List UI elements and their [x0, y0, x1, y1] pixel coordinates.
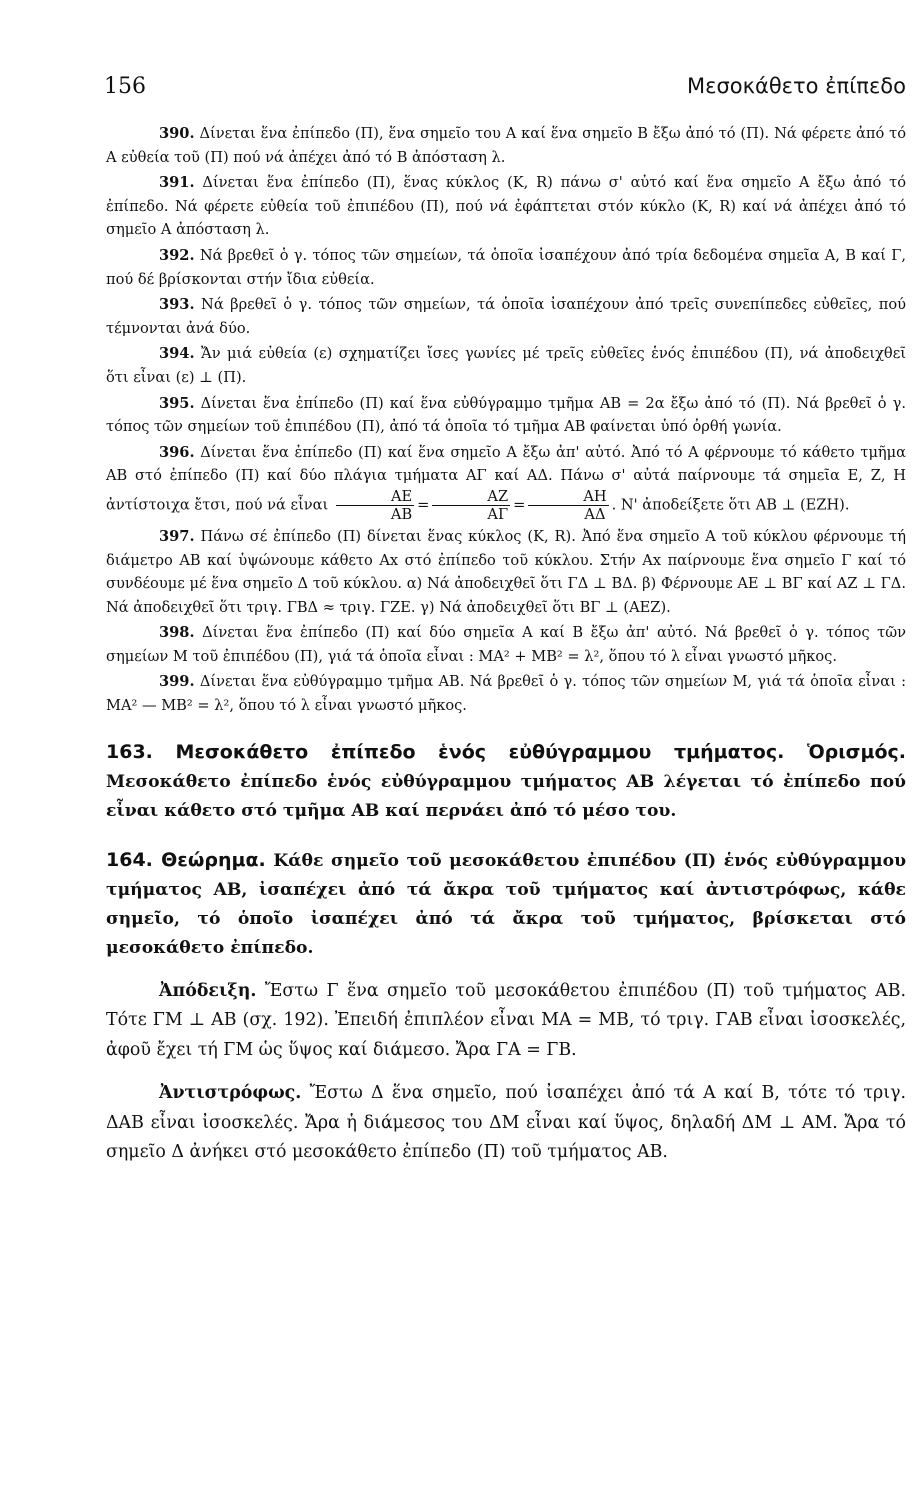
- exercise-395: 395. Δίνεται ἕνα ἐπίπεδο (Π) καί ἕνα εὐθύγραμμο τμῆμα ΑΒ = 2α ἔξω ἀπό τό (Π). Νά βρεθεῖ ὁ γ. τόπος τῶν σημείων τοῦ ἐπιπέδου (Π), ἀπό τά ὁποῖα τό τμῆμα ΑΒ φαίνεται ὑπό ὀρθή γωνία.: [106, 394, 907, 436]
- section-heading: 163. Μεσοκάθετο ἐπίπεδο ἑνός εὐθύγραμμου τμήματος. Ὁρισμός.: [106, 740, 906, 763]
- exercise-394: 394. Ἄν μιά εὐθεία (ε) σχηματίζει ἴσες γωνίες μέ τρεῖς εὐθεῖες ἑνός ἐπιπέδου (Π), νά ἀποδειχθεῖ ὅτι εἶναι (ε) ⊥ (Π).: [106, 345, 906, 386]
- running-title: Μεσοκάθετο ἐπίπεδο: [686, 74, 906, 98]
- proof-label: Ἀπόδειξη.: [159, 980, 257, 1001]
- page-number: 156: [104, 74, 146, 99]
- exercise-396: 396. Δίνεται ἕνα ἐπίπεδο (Π) καί ἕνα σημεῖο Α ἔξω ἀπ' αὐτό. Ἀπό τό Α φέρνουμε τό κάθετο τμῆμα ΑΒ στό ἐπίπεδο (Π) καί δύο πλάγια τμήματα ΑΓ καί ΑΔ. Πάνω σ' αὐτά παίρνουμε τά σημεῖα Ε, Ζ, Η ἀντίστοιχα ἔτσι, πού νά εἶναι $\frac{AE}{AB}$ = $\frac{AZ}{A\Gamma}$ = $\frac{AH}{A\Delta}$ . Ν' ἀποδείξετε ὅτι ΑΒ ⊥ (ΕΖΗ).: [106, 443, 907, 523]
- fraction: $\frac{AH}{A\Delta}$: [528, 488, 608, 523]
- proof-paragraph: Ἀπόδειξη. Ἔστω Γ ἕνα σημεῖο τοῦ μεσοκάθετου ἐπιπέδου (Π) τοῦ τμήματος ΑΒ. Τότε ΓΜ ⊥ ΑΒ (σχ. 192). Ἐπειδή ἐπιπλέον εἶναι ΜΑ = ΜΒ, τό τριγ. ΓΑΒ εἶναι ἰσοσκελές, ἀφοῦ ἔχει τή ΓΜ ὡς ὕψος καί διάμεσο. Ἄρα ΓΑ = ΓΒ.: [106, 980, 907, 1060]
- section-body: Κάθε σημεῖο τοῦ μεσοκάθετου ἐπιπέδου (Π) ἑνός εὐθύγραμμου τμήματος ΑΒ, ἰσαπέχει ἀπό τά ἄκρα τοῦ τμήματος καί ἀντιστρόφως, κάθε σημεῖο, τό ὁποῖο ἰσαπέχει ἀπό τά ἄκρα τοῦ τμήματος, βρίσκεται στό μεσοκάθετο ἐπίπεδο.: [106, 850, 906, 958]
- page: [106, 66, 906, 1182]
- exercise-397: 397. Πάνω σέ ἐπίπεδο (Π) δίνεται ἕνας κύκλος (Κ, R). Ἀπό ἕνα σημεῖο Α τοῦ κύκλου φέρνουμε τή διάμετρο ΑΒ καί ὑψώνουμε κάθετο Αx στό ἐπίπεδο τοῦ κύκλου. Στήν Αx παίρνουμε ἕνα σημεῖο Γ καί τό συνδέουμε μέ ἕνα σημεῖο Δ τοῦ κύκλου. α) Νά ἀποδειχθεῖ ὅτι ΓΔ ⊥ ΒΔ. β) Φέρνουμε ΑΕ ⊥ ΒΓ καί ΑΖ ⊥ ΓΔ. Νά ἀποδειχθεῖ ὅτι τριγ. ΓΒΔ ≈ τριγ. ΓΖΕ. γ) Νά ἀποδειχθεῖ ὅτι ΒΓ ⊥ (ΑΕΖ).: [106, 527, 906, 616]
- section-body: Μεσοκάθετο ἐπίπεδο ἑνός εὐθύγραμμου τμήματος ΑΒ λέγεται τό ἐπίπεδο πού εἶναι κάθετο στό τμῆμα ΑΒ καί περνάει ἀπό τό μέσο του.: [106, 771, 906, 821]
- exercise-398: 398. Δίνεται ἕνα ἐπίπεδο (Π) καί δύο σημεῖα Α καί Β ἔξω ἀπ' αὐτό. Νά βρεθεῖ ὁ γ. τόπος τῶν σημείων Μ τοῦ ἐπιπέδου (Π), γιά τά ὁποῖα εἶναι : ΜΑ² + ΜΒ² = λ², ὅπου τό λ εἶναι γνωστό μῆκος.: [106, 624, 906, 665]
- exercise-399: 399. Δίνεται ἕνα εὐθύγραμμο τμῆμα ΑΒ. Νά βρεθεῖ ὁ γ. τόπος τῶν σημείων Μ, γιά τά ὁποῖα εἶναι : ΜΑ² — ΜΒ² = λ², ὅπου τό λ εἶναι γνωστό μῆκος.: [106, 673, 906, 715]
- exercise-390: 390. Δίνεται ἕνα ἐπίπεδο (Π), ἕνα σημεῖο του Α καί ἕνα σημεῖο Β ἔξω ἀπό τό (Π). Νά φέρετε ἀπό τό Α εὐθεία τοῦ (Π) πού νά ἀπέχει ἀπό τό Β ἀπόσταση λ.: [106, 125, 906, 166]
- exercise-list: [106, 122, 906, 718]
- exercise-391: 391. Δίνεται ἕνα ἐπίπεδο (Π), ἕνας κύκλος (Κ, R) πάνω σ' αὐτό καί ἕνα σημεῖο Α ἔξω ἀπό τό ἐπίπεδο. Νά φέρετε εὐθεία τοῦ ἐπιπέδου (Π), πού νά ἐφάπτεται στόν κύκλο (Κ, R) καί νά ἀπέχει ἀπό τό σημεῖο Α ἀπόσταση λ.: [106, 174, 906, 239]
- section-164: [106, 846, 906, 963]
- fraction: $\frac{AE}{AB}$: [336, 488, 414, 523]
- exercise-393: 393. Νά βρεθεῖ ὁ γ. τόπος τῶν σημείων, τά ὁποῖα ἰσαπέχουν ἀπό τρεῖς συνεπίπεδες εὐθεῖες, πού τέμνονται ἀνά δύο.: [106, 296, 907, 337]
- page-header: [106, 66, 906, 112]
- section-163: [106, 738, 906, 826]
- fraction: $\frac{AZ}{A\Gamma}$: [432, 488, 510, 523]
- exercise-392: 392. Νά βρεθεῖ ὁ γ. τόπος τῶν σημείων, τά ὁποῖα ἰσαπέχουν ἀπό τρία δεδομένα σημεῖα Α, Β καί Γ, πού δέ βρίσκονται στήν ἴδια εὐθεία.: [106, 246, 906, 288]
- converse-paragraph: Ἀντιστρόφως. Ἔστω Δ ἕνα σημεῖο, πού ἰσαπέχει ἀπό τά Α καί Β, τότε τό τριγ. ΔΑΒ εἶναι ἰσοσκελές. Ἄρα ἡ διάμεσος του ΔΜ εἶναι καί ὕψος, δηλαδή ΔΜ ⊥ ΑΜ. Ἄρα τό σημεῖο Δ ἀνήκει στό μεσοκάθετο ἐπίπεδο (Π) τοῦ τμήματος ΑΒ.: [106, 1083, 906, 1163]
- converse-label: Ἀντιστρόφως.: [159, 1083, 302, 1104]
- section-heading: 164. Θεώρημα.: [106, 848, 266, 871]
- proof-block: [106, 977, 906, 1168]
